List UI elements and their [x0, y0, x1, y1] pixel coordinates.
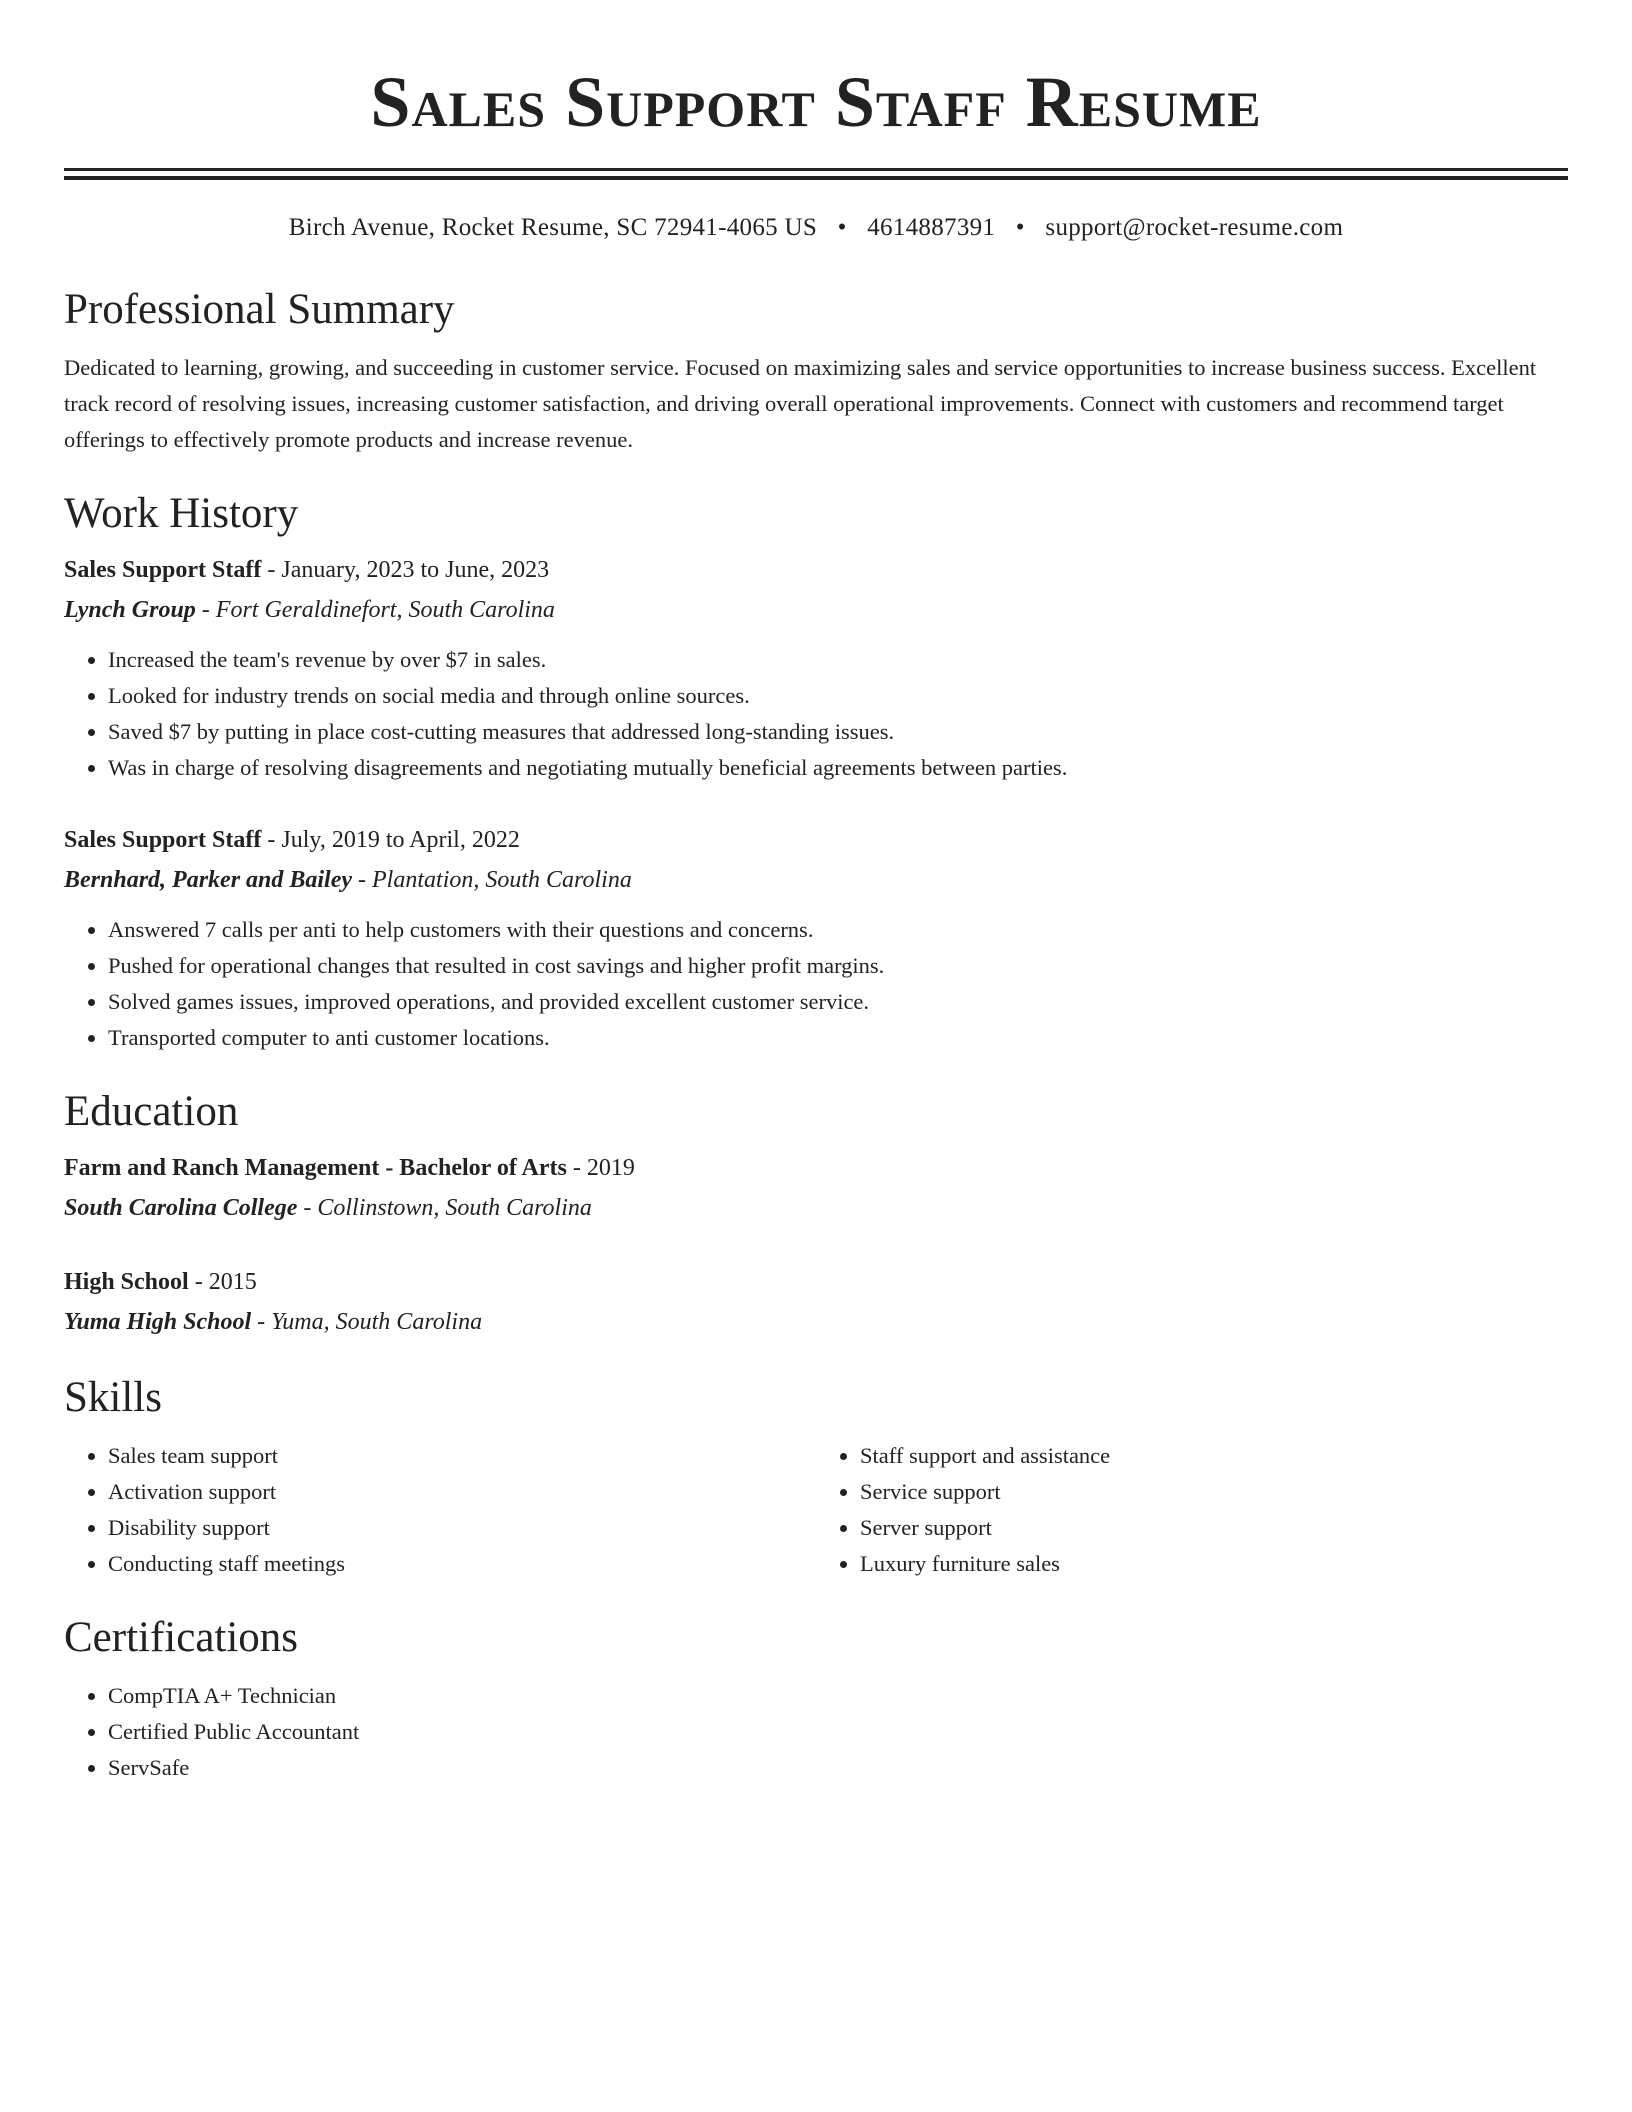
education-entry — [64, 1148, 1568, 1228]
education-year: - 2015 — [188, 1269, 257, 1295]
education-school: South Carolina College — [64, 1195, 298, 1221]
list-item: • Looked for industry trends on social media and through online sources. — [108, 678, 1568, 714]
job-header — [64, 550, 1568, 590]
job-role: Sales Support Staff — [64, 557, 262, 583]
job-entry — [64, 820, 1568, 1056]
resume-title: Sales Support Staff Resume — [370, 62, 1262, 142]
education-section — [64, 1084, 1568, 1342]
job-employer — [64, 590, 1568, 630]
list-item: • Service support — [860, 1474, 1568, 1510]
job-location: - Plantation, South Carolina — [352, 867, 632, 893]
job-header — [64, 820, 1568, 860]
education-location: - Yuma, South Carolina — [251, 1309, 483, 1335]
education-institution — [64, 1302, 1568, 1342]
education-institution — [64, 1188, 1568, 1228]
section-title-certifications: Certifications — [64, 1614, 299, 1661]
section-title-summary: Professional Summary — [64, 286, 455, 333]
list-item: • ServSafe — [108, 1750, 1568, 1786]
education-entry — [64, 1262, 1568, 1342]
education-location: - Collinstown, South Carolina — [297, 1195, 592, 1221]
job-company: Bernhard, Parker and Bailey — [64, 867, 353, 893]
job-role: Sales Support Staff — [64, 827, 262, 853]
education-school: Yuma High School — [64, 1309, 252, 1335]
job-bullets — [64, 912, 1568, 1056]
list-item: • Increased the team's revenue by over $7 in sales. — [108, 642, 1568, 678]
list-item: • Staff support and assistance — [860, 1438, 1568, 1474]
certifications-list — [64, 1678, 1568, 1786]
job-dates: - July, 2019 to April, 2022 — [261, 827, 520, 853]
list-item: • Answered 7 calls per anti to help customers with their questions and concerns. — [108, 912, 1568, 948]
contact-phone: 4614887391 — [867, 214, 996, 241]
list-item: • Server support — [860, 1510, 1568, 1546]
skills-grid — [64, 1438, 1568, 1582]
job-company: Lynch Group — [64, 597, 196, 623]
education-header — [64, 1262, 1568, 1302]
skills-list-left — [64, 1438, 816, 1582]
work-history-section — [64, 486, 1568, 1056]
contact-email: support@rocket-resume.com — [1045, 214, 1344, 241]
education-degree: High School — [64, 1269, 189, 1295]
contact-address: Birch Avenue, Rocket Resume, SC 72941-4065 US — [288, 214, 818, 241]
education-year: - 2019 — [566, 1155, 635, 1181]
skills-section — [64, 1370, 1568, 1582]
list-item: • Certified Public Accountant — [108, 1714, 1568, 1750]
list-item: • Conducting staff meetings — [108, 1546, 816, 1582]
certifications-section — [64, 1610, 1568, 1786]
job-employer — [64, 860, 1568, 900]
list-item: • Saved $7 by putting in place cost-cutting measures that addressed long-standing issues. — [108, 714, 1568, 750]
section-title-education: Education — [64, 1088, 239, 1135]
list-item: • Disability support — [108, 1510, 816, 1546]
list-item: • Luxury furniture sales — [860, 1546, 1568, 1582]
job-entry — [64, 550, 1568, 786]
header-double-rule — [64, 168, 1568, 180]
section-title-skills: Skills — [64, 1374, 162, 1421]
list-item: • CompTIA A+ Technician — [108, 1678, 1568, 1714]
education-degree: Farm and Ranch Management - Bachelor of Arts — [64, 1155, 567, 1181]
job-bullets — [64, 642, 1568, 786]
list-item: • Pushed for operational changes that resulted in cost savings and higher profit margins. — [108, 948, 1568, 984]
job-dates: - January, 2023 to June, 2023 — [261, 557, 550, 583]
job-location: - Fort Geraldinefort, South Carolina — [195, 597, 555, 623]
list-item: • Transported computer to anti customer locations. — [108, 1020, 1568, 1056]
summary-text: Dedicated to learning, growing, and succeeding in customer service. Focused on maximizing sales and service opportunities to increase business success. Excellent track record of resolving issues, increasing customer satisfaction, and driving overall operational improvements. Connect with customers and recommend target offerings to effectively promote products and increase revenue. — [64, 355, 1537, 452]
skills-list-right — [816, 1438, 1568, 1582]
contact-separator: • — [837, 214, 847, 241]
list-item: • Solved games issues, improved operations, and provided excellent customer service. — [108, 984, 1568, 1020]
education-header — [64, 1148, 1568, 1188]
contact-separator: • — [1015, 214, 1025, 241]
list-item: • Sales team support — [108, 1438, 816, 1474]
contact-line — [64, 210, 1568, 246]
section-title-work-history: Work History — [64, 490, 299, 537]
list-item: • Activation support — [108, 1474, 816, 1510]
list-item: • Was in charge of resolving disagreements and negotiating mutually beneficial agreements between parties. — [108, 750, 1568, 786]
